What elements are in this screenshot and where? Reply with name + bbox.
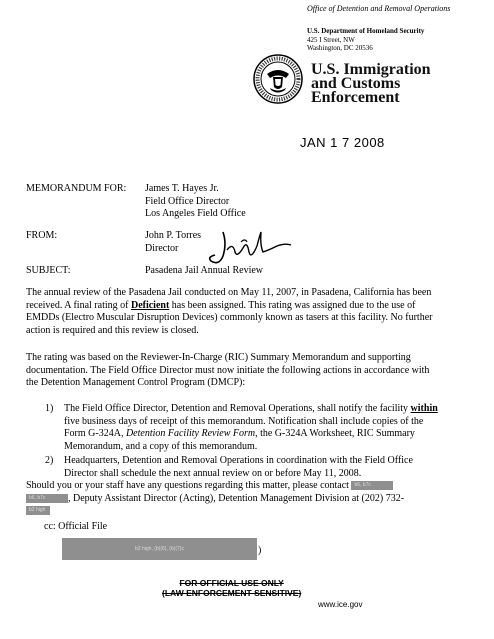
agency-line-1: U.S. Immigration	[311, 61, 431, 78]
rating-deficient: Deficient	[130, 299, 170, 311]
paragraph-3	[26, 480, 446, 518]
redaction-box-4: b2 high, (b)(6), (b)(7)c	[62, 538, 257, 560]
memo-for-name: James T. Hayes Jr.	[145, 183, 219, 194]
memo-from-name: John P. Torres	[145, 230, 202, 241]
list-item-1	[64, 403, 444, 453]
agency-name	[311, 63, 431, 105]
list-item-1-number: 1)	[45, 403, 54, 414]
memo-from-label: FROM:	[26, 230, 58, 241]
paragraph-1-start: The annual review of the Pasadena Jail conducted on May 11, 2007, in Pasadena, California has been received. A final rating of	[26, 287, 432, 311]
paragraph-3-start: Should you or your staff have any questions regarding this matter, please contact	[26, 480, 349, 491]
memo-subject: Pasadena Jail Annual Review	[145, 265, 264, 276]
redaction-box-1: b6, b7c	[351, 481, 393, 490]
agency-line-3: Enforcement	[311, 89, 400, 106]
paragraph-2: The rating was based on the Reviewer-In-Charge (RIC) Summary Memorandum and supporting documentation. The Field Office Director must now initiate the following actions in accordance with the Detention Management Control Program (DMCP):	[26, 352, 430, 388]
list-item-1-c: , the G-324A Worksheet, RIC Summary Memorandum, and a copy of this memorandum.	[64, 428, 415, 452]
list-item-2-number: 2)	[45, 455, 54, 466]
redaction-box-2: b6, b7c	[26, 494, 68, 503]
closing-paren: )	[258, 545, 262, 556]
fouo-line-2: (LAW ENFORCEMENT SENSITIVE)	[162, 588, 302, 598]
fouo-line-1: FOR OFFICIAL USE ONLY	[179, 578, 284, 588]
dhs-address-block	[307, 27, 424, 53]
paragraph-1	[26, 287, 441, 337]
within-emphasis: within	[410, 403, 438, 414]
footer-url: www.ice.gov	[318, 600, 363, 609]
memo-for-title: Field Office Director	[145, 195, 230, 207]
memo-for-label: MEMORANDUM FOR:	[26, 183, 127, 194]
dhs-seal-icon	[253, 54, 303, 104]
paragraph-3-end: , Deputy Assistant Director (Acting), Detention Management Division at (202) 732-	[68, 492, 405, 504]
paragraph-1-end: has been assigned. This rating was assigned due to the use of EMDDs (Electro Muscular Disruption Devices) commonly known as tasers at this facility. No further action is required and this review is closed.	[26, 299, 433, 336]
dhs-city: Washington, DC 20536	[307, 44, 373, 52]
memo-from-title: Director	[145, 242, 179, 254]
signature-icon	[205, 228, 295, 268]
form-title: Detention Facility Review Form	[125, 428, 256, 439]
memo-for-office: Los Angeles Field Office	[145, 208, 246, 219]
fouo-marking	[162, 578, 301, 598]
cc-line: cc: Official File	[44, 521, 108, 532]
dhs-street: 425 I Street, NW	[307, 35, 355, 44]
list-item-1-a: The Field Office Director, Detention and Removal Operations, shall notify the facility	[64, 403, 411, 414]
list-item-1-b: five business days of receipt of this memorandum. Notification shall include copies of the Form G-324A,	[64, 415, 424, 439]
agency-line-2: and Customs	[311, 75, 401, 92]
memo-subject-label: SUBJECT:	[26, 265, 71, 276]
dhs-dept: U.S. Department of Homeland Security	[307, 27, 425, 35]
office-line: Office of Detention and Removal Operations	[307, 4, 451, 13]
redaction-box-3: b2 high	[26, 506, 50, 515]
list-item-2: Headquarters, Detention and Removal Operations in coordination with the Field Office Director shall schedule the next annual review on or before May 11, 2008.	[64, 455, 413, 479]
memo-date: JAN 1 7 2008	[300, 135, 385, 150]
